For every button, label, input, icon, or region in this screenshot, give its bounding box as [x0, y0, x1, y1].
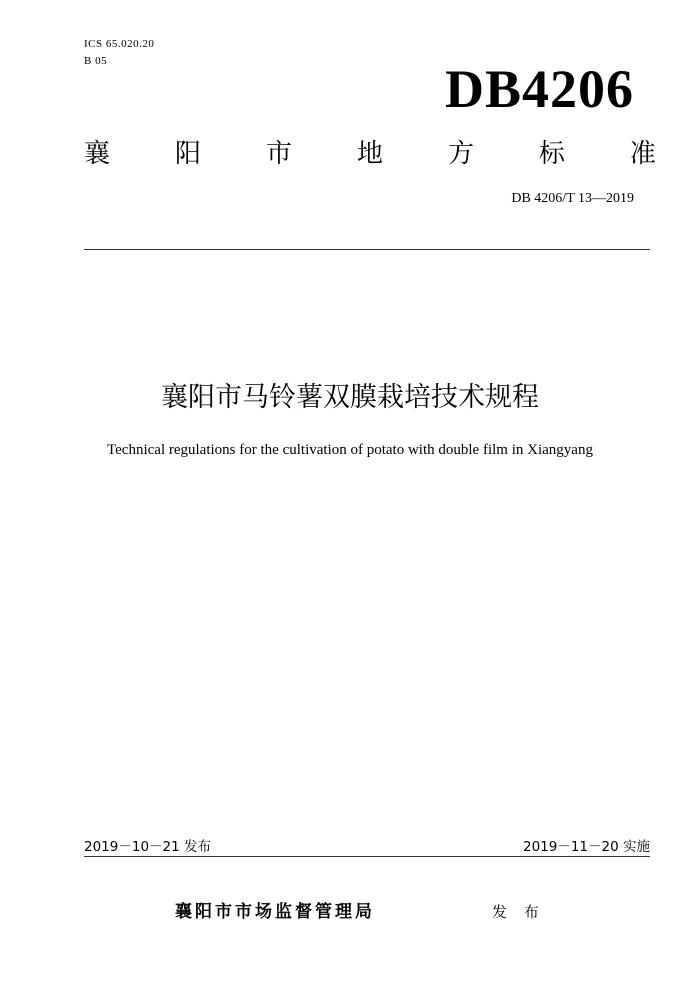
document-title-chinese: 襄阳市马铃薯双膜栽培技术规程	[161, 382, 539, 413]
standard-type-char: 地	[356, 139, 383, 169]
footer-divider	[84, 856, 650, 857]
standard-type-char: 襄	[84, 139, 111, 169]
header-divider	[84, 249, 650, 250]
implementation-date: 2019－11－20 实施	[522, 839, 650, 855]
issue-date: 2019－10－21 发布	[84, 839, 212, 855]
standard-type-char: 方	[447, 139, 474, 169]
standard-code-heading: DB4206	[444, 59, 634, 119]
standard-type-char: 准	[629, 139, 656, 169]
issuing-authority: 襄阳市市场监督管理局	[175, 902, 375, 922]
ics-code: ICS 65.020.20	[84, 38, 155, 50]
classification-code: B 05	[84, 55, 108, 67]
issue-label: 发 布	[492, 903, 545, 921]
standard-type-title	[84, 136, 656, 172]
standard-type-char: 标	[538, 139, 565, 169]
document-title-english: Technical regulations for the cultivation of potato with double film in Xiangyang	[107, 442, 593, 458]
standard-type-char: 阳	[174, 139, 201, 169]
standard-type-char: 市	[265, 139, 292, 169]
standard-number: DB 4206/T 13—2019	[511, 191, 634, 206]
